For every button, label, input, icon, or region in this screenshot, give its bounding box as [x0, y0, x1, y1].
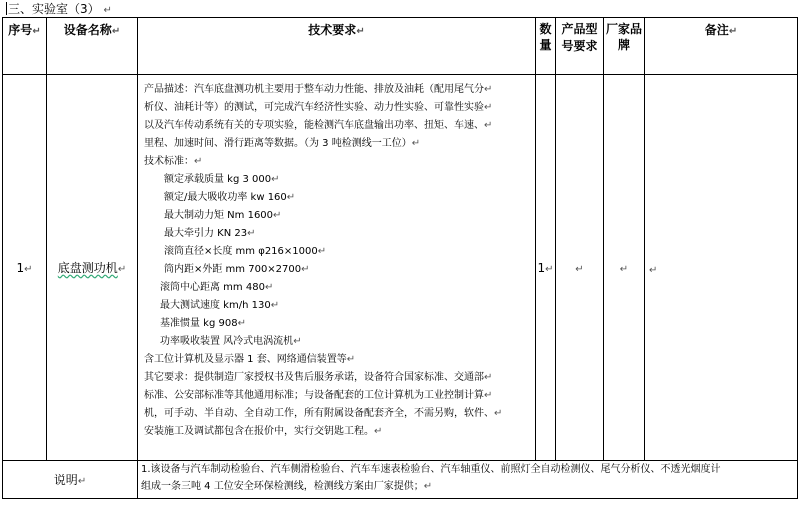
- requirement-line: 最大测试速度 km/h 130↵: [160, 300, 280, 311]
- col-header-remark: 备注↵: [645, 18, 798, 75]
- requirement-line: 最大牵引力 KN 23↵: [164, 228, 256, 239]
- cell-seq: 1↵: [3, 75, 47, 461]
- note-line: 1.该设备与汽车制动检验台、汽车侧滑检验台、汽车车速表检验台、汽车轴重仪、前照灯全自动检测仪、尾气分析仪、不透光烟度计: [141, 464, 721, 475]
- requirement-line: 滚筒直径×长度 mm φ216×1000↵: [164, 246, 327, 257]
- requirement-line: 其它要求：提供制造厂家授权书及售后服务承诺，设备符合国家标准、交通部↵: [144, 372, 493, 383]
- header-row: [3, 18, 798, 75]
- cell-remark: ↵: [645, 75, 798, 461]
- requirement-line: 产品描述：汽车底盘测功机主要用于整车动力性能、排放及油耗（配用尾气分↵: [144, 84, 493, 95]
- table-row: [3, 75, 798, 461]
- text-cursor: [6, 2, 7, 15]
- requirement-line: 含工位计算机及显示器 1 套、网络通信装置等↵: [144, 354, 356, 365]
- cell-brand: ↵: [604, 75, 645, 461]
- cell-name: 底盘测功机↵: [47, 75, 138, 461]
- col-header-model: 产品型号要求: [556, 18, 604, 75]
- col-header-seq: 序号↵: [3, 18, 47, 75]
- requirement-line: 技术标准：↵: [144, 156, 203, 167]
- requirement-line: 以及汽车传动系统有关的专项实验，能检测汽车底盘输出功率、扭矩、车速、↵: [144, 120, 493, 131]
- cell-tech-requirements: [138, 75, 536, 461]
- requirement-line: 功率吸收装置 风冷式电涡流机↵: [160, 336, 302, 347]
- requirement-line: 析仪、油耗计等）的测试，可完成汽车经济性实验、动力性实验、可靠性实验↵: [144, 102, 493, 113]
- requirement-line: 额定承载质量 kg 3 000↵: [164, 174, 280, 185]
- note-row: [3, 461, 798, 499]
- section-heading: 三、实验室（3） ↵: [8, 2, 112, 16]
- requirement-line: 里程、加速时间、滑行距离等数据。（为 3 吨检测线一工位）↵: [144, 138, 421, 149]
- requirement-line: 基准惯量 kg 908↵: [160, 318, 246, 329]
- requirement-line: 机，可手动、半自动、全自动工作，所有附属设备配套齐全，不需另购，软件、↵: [144, 408, 503, 419]
- equipment-table: [2, 17, 798, 499]
- requirement-line: 额定/最大吸收功率 kw 160↵: [164, 192, 296, 203]
- col-header-tech: 技术要求↵: [138, 18, 536, 75]
- col-header-name: 设备名称↵: [47, 18, 138, 75]
- requirement-line: 标准、公安部标准等其他通用标准；与设备配套的工位计算机为工业控制计算↵: [144, 390, 493, 401]
- cell-model: ↵: [556, 75, 604, 461]
- requirement-line: 滚筒中心距离 mm 480↵: [160, 282, 274, 293]
- requirement-line: 最大制动力矩 Nm 1600↵: [164, 210, 282, 221]
- note-line: 组成一条三吨 4 工位安全环保检测线，检测线方案由厂家提供；↵: [141, 481, 433, 492]
- requirement-line: 筒内距×外距 mm 700×2700↵: [164, 264, 310, 275]
- col-header-qty: 数量: [536, 18, 556, 75]
- cell-qty: 1↵: [536, 75, 556, 461]
- col-header-brand: 厂家品牌: [604, 18, 645, 75]
- cell-note-label: 说明↵: [3, 461, 138, 499]
- cell-note-text: [138, 461, 798, 499]
- requirement-line: 安装施工及调试都包含在报价中，实行交钥匙工程。↵: [144, 426, 383, 437]
